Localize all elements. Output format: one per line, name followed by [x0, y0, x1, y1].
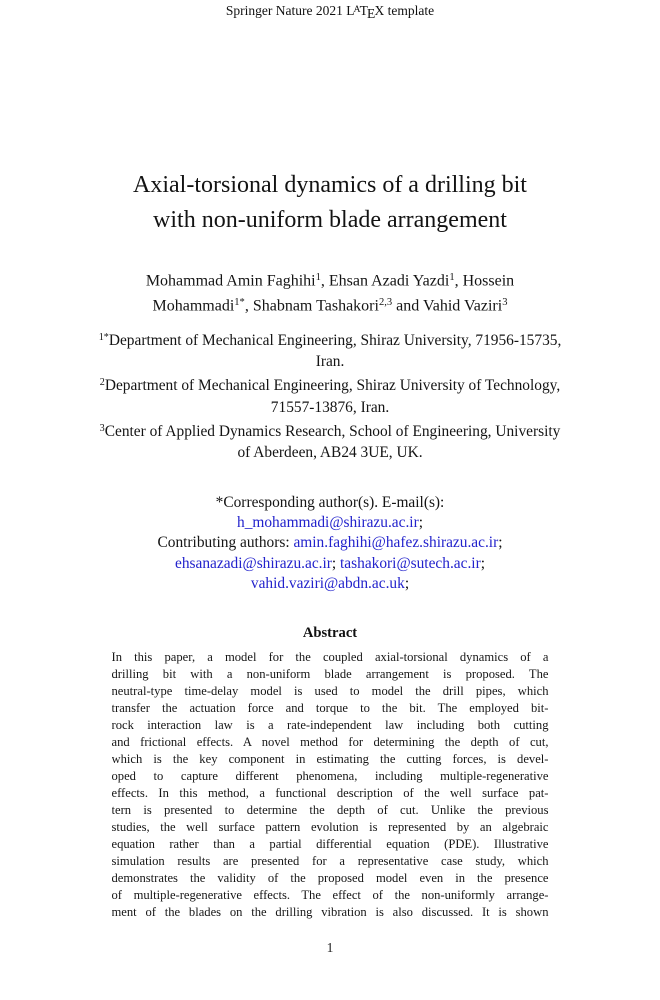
affiliation-2	[94, 372, 566, 417]
text-segment: , Shabnam Tashakori	[244, 296, 379, 314]
text-segment: T	[359, 3, 368, 18]
text-segment: 2	[99, 377, 105, 389]
corresponding-author-line	[80, 493, 580, 513]
abstract-line: studies, the well surface pattern evolution is represented by an algebraic	[111, 819, 549, 834]
abstract-line: rock interaction law is a rate-independent law including both cutting	[111, 717, 549, 732]
text-segment: Center of Applied Dynamics Research, School of Engineering, University of Aberdeen, AB24 3UE, UK.	[104, 422, 561, 461]
email-block	[80, 493, 580, 595]
text-segment: ;	[418, 514, 423, 531]
text-segment: Mohammad Amin Faghihi	[145, 272, 316, 290]
email-link[interactable]: ehsanazadi@shirazu.ac.ir	[175, 554, 332, 572]
email-link[interactable]: tashakori@sutech.ac.ir	[340, 554, 481, 572]
text-segment: X template	[374, 3, 435, 18]
abstract-line: equation rather than a partial differential equation (PDE). Illustrative	[111, 836, 549, 851]
text-segment: Springer Nature 2021 L	[225, 3, 355, 18]
abstract-line: oped to capture different phenomena, including multiple-regenerative	[111, 768, 549, 783]
paper-title	[80, 168, 580, 238]
email-link[interactable]: amin.faghihi@hafez.shirazu.ac.ir	[293, 534, 499, 552]
affiliations	[94, 327, 566, 462]
text-segment: E	[367, 5, 376, 21]
text-segment: Department of Mechanical Engineering, Shiraz University, 71956-15735, Iran.	[108, 332, 562, 371]
abstract-line: drilling bit with a non-uniform blade arrangement is proposed. The	[111, 666, 549, 681]
abstract-line: of multiple-regenerative effects. The effect of the non-uniformly arrange-	[111, 887, 549, 902]
text-segment: 3	[99, 422, 105, 434]
text-segment: *Corresponding author(s). E-mail(s):	[215, 493, 445, 511]
email-line-4	[80, 574, 580, 594]
affiliation-1	[94, 327, 566, 372]
affiliation-3	[94, 418, 566, 463]
email-line-2	[80, 533, 580, 553]
abstract-line: effects. In this method, a functional description of the well surface pat-	[111, 785, 549, 800]
text-segment: 2,3	[378, 296, 393, 308]
text-segment: 1*	[98, 332, 109, 344]
email-link[interactable]: vahid.vaziri@abdn.ac.uk	[250, 575, 405, 593]
abstract-line: In this paper, a model for the coupled axial-torsional dynamics of a	[111, 649, 549, 664]
text-segment: 3	[502, 296, 508, 308]
email-link[interactable]: h_mohammadi@shirazu.ac.ir	[237, 514, 419, 531]
text-segment: Contributing authors:	[157, 534, 294, 552]
text-segment: 1*	[234, 296, 245, 308]
paper-title-line-2: with non-uniform blade arrangement	[153, 206, 507, 233]
page-number: 1	[326, 940, 334, 955]
text-segment: ;	[404, 575, 410, 593]
running-header	[0, 0, 660, 22]
text-segment: A	[353, 3, 361, 15]
abstract-line: which is the key component in estimating the cutting forces, is devel-	[111, 751, 549, 766]
paper-title-line-1: Axial-torsional dynamics of a drilling bit	[133, 171, 527, 198]
text-segment: Department of Mechanical Engineering, Shiraz University of Technology, 71557-13876, Iran.	[104, 377, 561, 416]
text-segment: 1	[449, 271, 455, 283]
abstract-line: tern is presented to determine the depth of cut. Unlike the previous	[111, 802, 549, 817]
abstract-body	[112, 649, 549, 921]
abstract-line: neutral-type time-delay model is used to model the drill pipes, which	[111, 683, 549, 698]
abstract-line: transfer the actuation force and torque to the bit. The employed bit-	[111, 700, 549, 715]
text-segment: , Ehsan Azadi Yazdi	[320, 272, 450, 290]
email-line-3	[80, 554, 580, 574]
abstract-heading: Abstract	[302, 624, 358, 641]
abstract-line: ment of the blades on the drilling vibration is also discussed. It is shown	[111, 904, 549, 919]
text-segment: ;	[331, 554, 341, 572]
text-segment: and Vahid Vaziri	[392, 296, 503, 314]
text-segment: 1	[315, 271, 321, 283]
text-segment: ;	[498, 534, 503, 552]
abstract-line: and frictional effects. A novel method for determining the depth of cut,	[111, 734, 549, 749]
text-segment: , Hossein Mohammadi	[152, 272, 515, 314]
text-segment: ;	[480, 554, 485, 572]
email-line-1	[80, 513, 580, 533]
abstract-line: simulation results are presented for a representative case study, which	[111, 853, 549, 868]
abstract-line: demonstrates the validity of the proposed model even in the presence	[111, 870, 549, 885]
author-list	[100, 267, 560, 317]
